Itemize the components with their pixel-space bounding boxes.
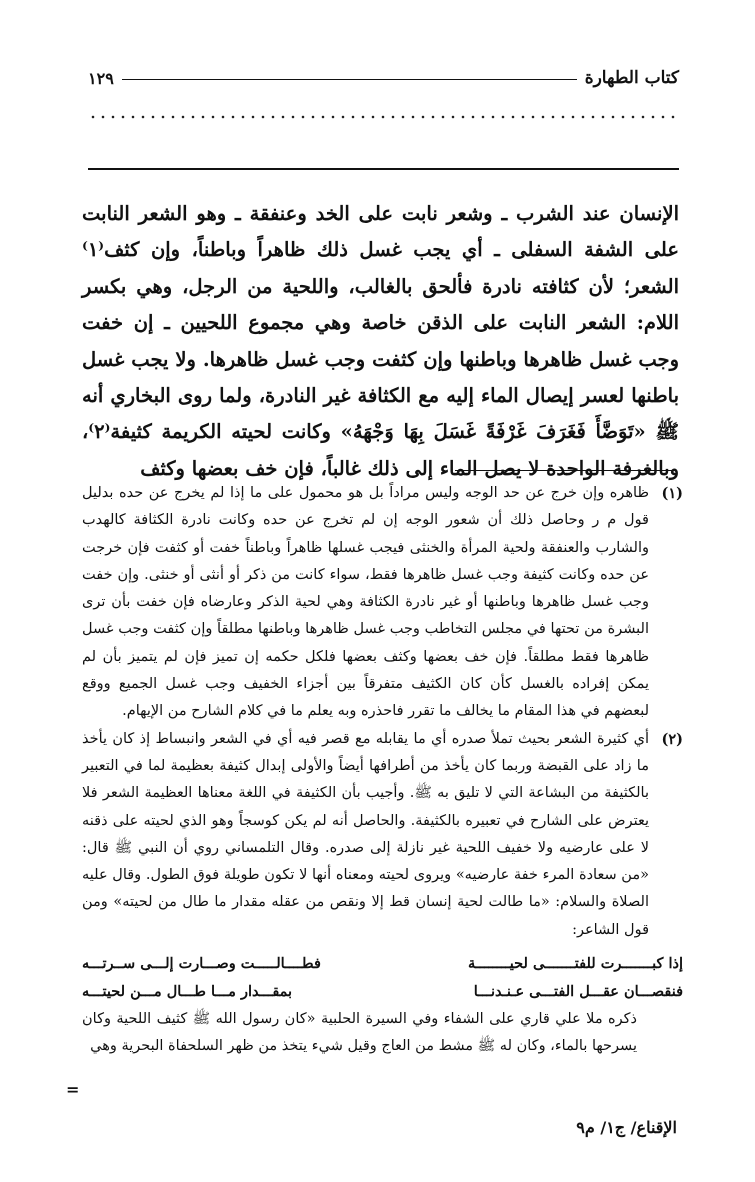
after-verse-paragraph: ذكره ملا علي قاري على الشفاء وفي السيرة الحلبية «كان رسول الله ﷺ كثيف اللحية وكان يسرحها بالماء، وكان له ﷺ مشط من العاج وقيل شيء يتخذ من ظهر السلحفاة البحرية وهي (82, 1011, 637, 1055)
page-number: ١٢٩ (88, 69, 114, 88)
footnotes (82, 480, 683, 1061)
verse-hemistich: فنقصـــان عقـــل الفتـــى عـنـدنـــا (473, 983, 683, 1001)
footnote-text: أي كثيرة الشعر بحيث تملأ صدره أي ما يقابله مع قصر فيه أي في الشعر وانبساط إذ كان يأخذ ما زاد على القبضة وربما كان يأخذ من أطرافها أيضاً والأولى إبدال كثيفة بعظيمة لما في التعبير بالكثيفة من البشاعة التي لا تليق به ﷺ. وأجيب بأن الكثيفة في اللغة معناها العظيمة الشعر فلا يعترض على الشارح في تعبيره بالكثيفة. والحاصل أنه لم يكن كوسجاً وهو الذي لحيته على ذقنه لا على عارضيه ولا خفيف اللحية غير نازلة إلى صدره. وقال التلمساني روي أن النبي ﷺ قال: «من سعادة المرء خفة عارضيه» ويروى لحيته ومعناه أنها لا تكون طويلة فوق الطول. وقال عليه الصلاة والسلام: «ما طالت لحية إنسان قط إلا ونقص من عقله مقدار ما طال من لحيته» ومن قول الشاعر: (82, 730, 649, 938)
footnote-marker: (١) (661, 485, 683, 502)
running-header (88, 58, 679, 88)
poem-verses (82, 950, 683, 1006)
dotted-separator (88, 114, 679, 120)
verse-line (82, 950, 683, 978)
after-verse-text (82, 1006, 683, 1061)
signature-line: الإقناع/ ج١/ م٩ (576, 1118, 677, 1137)
top-rule (88, 168, 679, 170)
verse-line (82, 978, 683, 1006)
verse-hemistich: فطــــالـــــت وصـــارت إلـــى ســرتـــه (82, 955, 321, 973)
main-text (82, 196, 679, 487)
verse-hemistich: إذا كبـــــــرت للفتـــــــى لحيــــــــة (468, 955, 683, 973)
footnote-2 (82, 726, 683, 944)
footnote-text: ظاهره وإن خرج عن حد الوجه وليس مراداً بل هو محمول على ما إذا لم يخرج عن حده بدليل قول م ر وحاصل ذلك أن شعور الوجه إن لم تخرج عن حده وكانت نادرة الكثافة كالهدب والشارب والعنفقة ولحية المرأة والخنثى فيجب غسلها ظاهراً وباطناً خفت أو كثفت فإن خرجت عن حده وكانت كثيفة وجب غسل ظاهرها فقط، سواء كانت من ذكر أو أنثى أو خنثى. وإن خفت وجب غسل ظاهرها وباطنها أو غير نادرة الكثافة وهي لحية الذكر وعارضاه فإن خفت بأن ترى البشرة من تحتها في مجلس التخاطب وجب غسل ظاهرها وباطنها مطلقاً وإن كثفت وجب غسل ظاهرها فقط مطلقاً. فإن خف بعضها وكثف بعضها فلكل حكمه إن تميز فإن لم يتميز بأن لم يمكن إفراده بالغسل كأن كان الكثيف متفرقاً بين أجزاء الخفيف وجب غسل الجميع ووقع لبعضهم في هذا المقام ما يخالف ما تقرر فاحذره وبه يعلم ما في كلام الشارح من الإيهام. (82, 485, 649, 720)
header-rule (122, 79, 577, 80)
footnote-1 (82, 480, 683, 726)
main-paragraph: الإنسان عند الشرب ـ وشعر نابت على الخد وعنفقة ـ وهو الشعر النابت على الشفة السفلى ـ أي يجب غسل ذلك ظاهراً وباطناً، وإن كثف⁽١⁾ الشعر؛ لأن كثافته نادرة فألحق بالغالب، واللحية من الرجل، وهي بكسر اللام: الشعر النابت على الذقن خاصة وهي مجموع اللحيين ـ إن خفت وجب غسل ظاهرها وباطنها وإن كثفت وجب غسل ظاهرها. ولا يجب غسل باطنها لعسر إيصال الماء إليه مع الكثافة غير النادرة، ولما روى البخاري أنه ﷺ «تَوَضَّأَ فَغَرَفَ غَرْفَةً غَسَلَ بِهَا وَجْهَهُ» وكانت لحيته الكريمة كثيفة⁽٢⁾، وبالغرفة الواحدة لا يصل الماء إلى ذلك غالباً، فإن خف بعضها وكثف (82, 202, 679, 480)
continuation-mark: = (66, 1080, 80, 1099)
header-title: كتاب الطهارة (584, 68, 679, 88)
footnote-marker: (٢) (661, 730, 683, 748)
verse-hemistich: بمقـــدار مـــا طـــال مـــن لحيتـــه (82, 983, 293, 1001)
footnote-rule (455, 470, 677, 471)
